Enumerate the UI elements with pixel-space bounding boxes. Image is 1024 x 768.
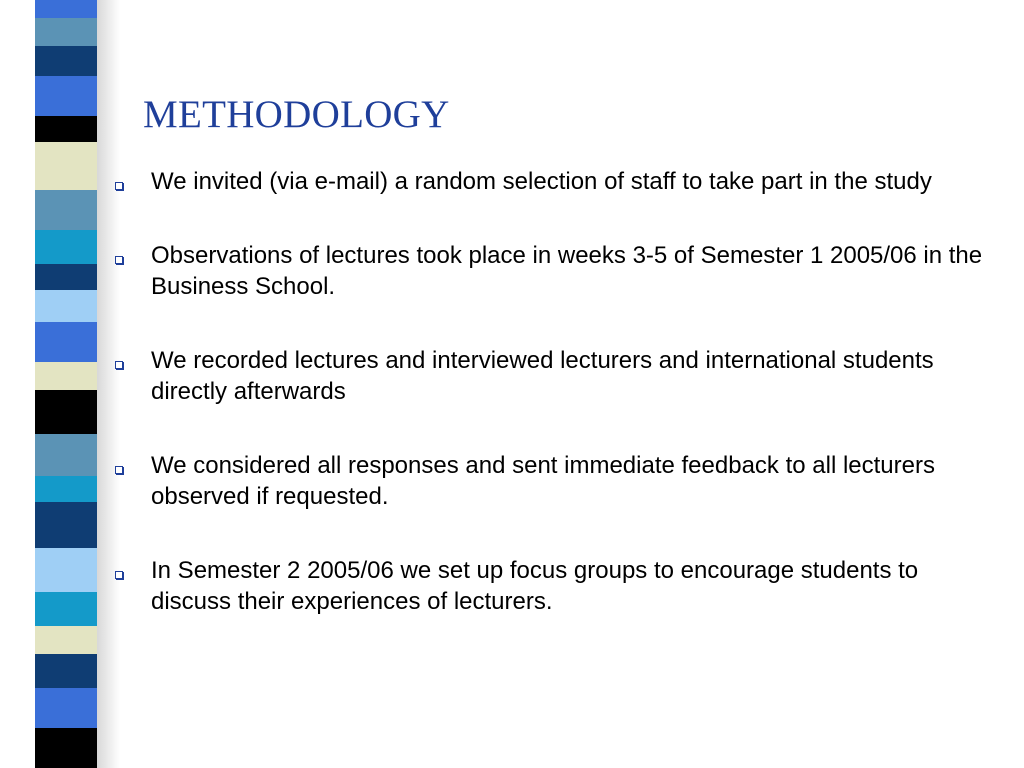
stripe-segment — [35, 390, 97, 434]
stripe-segment — [35, 290, 97, 322]
stripe-segment — [35, 362, 97, 390]
bullet-text: We invited (via e-mail) a random selection of staff to take part in the study — [151, 168, 932, 195]
bullet-list — [110, 166, 990, 660]
bullet-text: In Semester 2 2005/06 we set up focus groups to encourage students to discuss their experiences of lecturers. — [151, 557, 919, 615]
stripe-column — [35, 0, 97, 768]
stripe-segment — [35, 476, 97, 502]
bullet-text: Observations of lectures took place in weeks 3-5 of Semester 1 2005/06 in the Business School. — [151, 242, 983, 300]
stripe-segment — [35, 116, 97, 142]
bullet-item — [110, 166, 990, 197]
bullet-text: We recorded lectures and interviewed lecturers and international students directly afterwards — [151, 347, 934, 405]
stripe-segment — [35, 76, 97, 116]
stripe-segment — [35, 18, 97, 46]
stripe-segment — [35, 548, 97, 592]
bullet-text: We considered all responses and sent immediate feedback to all lecturers observed if requested. — [151, 452, 935, 510]
bullet-item — [110, 555, 990, 617]
stripe-segment — [35, 46, 97, 76]
stripe-segment — [35, 322, 97, 362]
decorative-stripe-bar — [0, 0, 120, 768]
bullet-item — [110, 240, 990, 302]
bullet-item — [110, 345, 990, 407]
stripe-segment — [35, 654, 97, 688]
stripe-segment — [35, 264, 97, 290]
stripe-segment — [35, 502, 97, 548]
stripe-segment — [35, 190, 97, 230]
stripe-segment — [35, 142, 97, 190]
bullet-item — [110, 450, 990, 512]
slide-title: METHODOLOGY — [143, 93, 450, 136]
stripe-segment — [35, 728, 97, 768]
square-bullet-icon — [115, 256, 123, 264]
stripe-segment — [35, 434, 97, 476]
stripe-segment — [35, 0, 97, 18]
stripe-segment — [35, 230, 97, 264]
square-bullet-icon — [115, 571, 123, 579]
stripe-segment — [35, 626, 97, 654]
square-bullet-icon — [115, 182, 123, 190]
stripe-segment — [35, 592, 97, 626]
square-bullet-icon — [115, 466, 123, 474]
square-bullet-icon — [115, 361, 123, 369]
stripe-segment — [35, 688, 97, 728]
